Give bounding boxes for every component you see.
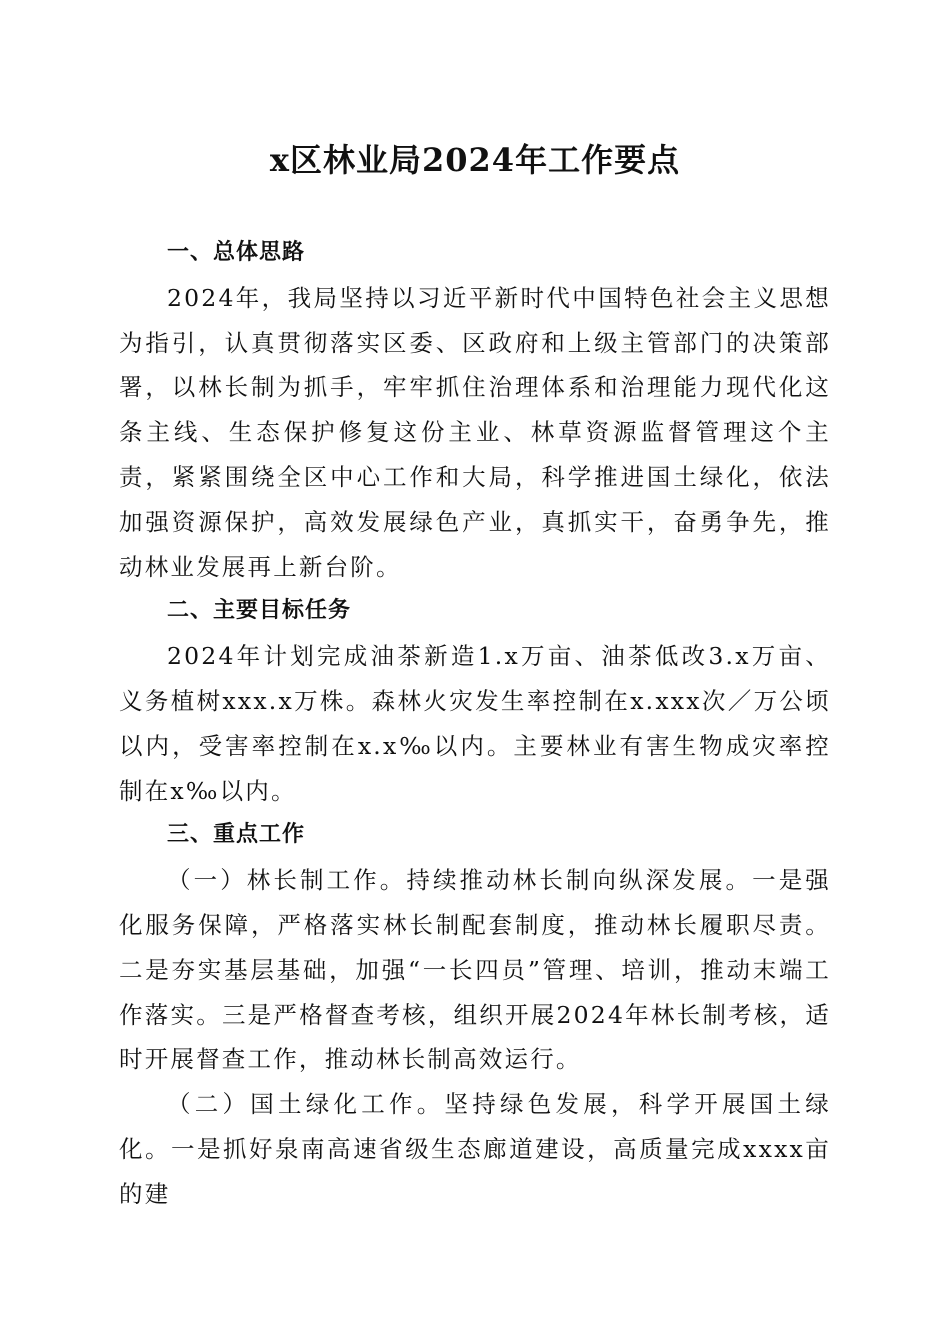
key-work-item-land-greening (119, 1082, 831, 1216)
key-work-item-forest-chief (119, 858, 831, 1082)
key-work-item-label: （一）林长制工作。 (167, 866, 407, 895)
overall-approach-paragraph: 2024年，我局坚持以习近平新时代中国特色社会主义思想为指引，认真贯彻落实区委、区政府和上级主管部门的决策部署，以林长制为抓手，牢牢抓住治理体系和治理能力现代化这条主线、生态保护修复这份主业、林草资源监督管理这个主责，紧紧围绕全区中心工作和大局，科学推进国土绿化，依法加强资源保护，高效发展绿色产业，真抓实干，奋勇争先，推动林业发展再上新台阶。 (119, 283, 831, 581)
key-work-item-text: 坚持绿色发展，科学开展国土绿化。一是抓好泉南高速省级生态廊道建设，高质量完成xxxx亩的建 (119, 1090, 832, 1208)
main-targets-paragraph: 2024年计划完成油茶新造1.x万亩、油茶低改3.x万亩、义务植树xxx.x万株。森林火灾发生率控制在x.xxx次／万公顷以内，受害率控制在x.x‰以内。主要林业有害生物成灾率控制在x‰以内。 (119, 642, 831, 805)
document-body (119, 231, 831, 1217)
section-heading-overall-approach: 一、总体思路 (167, 240, 306, 265)
section-heading-key-work: 三、重点工作 (167, 822, 306, 848)
document-title: x区林业局2024年工作要点 (269, 141, 681, 179)
section-heading-main-targets: 二、主要目标任务 (167, 598, 352, 624)
key-work-item-label: （二）国土绿化工作。 (167, 1090, 445, 1119)
key-work-item-text: 持续推动林长制向纵深发展。一是强化服务保障，严格落实林长制配套制度，推动林长履职尽责。二是夯实基层基础，加强“一长四员”管理、培训，推动末端工作落实。三是严格督查考核，组织开展2024年林长制考核，适时开展督查工作，推动林长制高效运行。 (119, 866, 831, 1074)
